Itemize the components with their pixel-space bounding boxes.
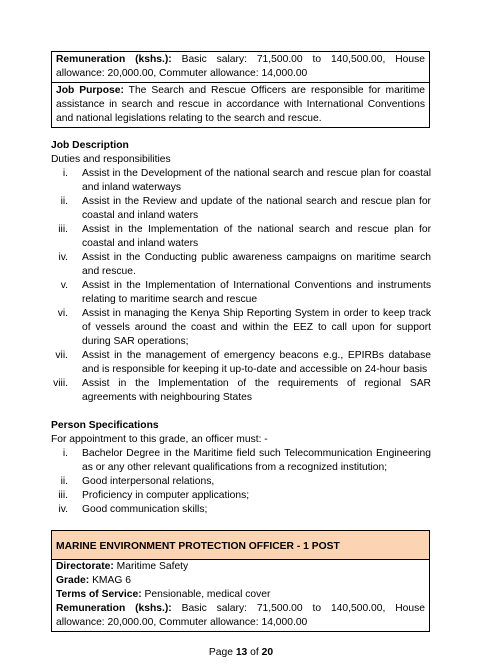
list-item-number: i. [62, 448, 68, 459]
job-description-list [51, 167, 431, 405]
post-remuneration-row [56, 602, 425, 630]
list-item-number: iv. [58, 252, 68, 263]
list-item [51, 475, 431, 489]
list-item-text: Bachelor Degree in the Maritime field such Telecommunication Engineering as or any other relevant qualifications from a recognized institution; [82, 448, 431, 473]
list-item-text: Assist in the Conducting public awareness campaigns on maritime search and rescue. [82, 252, 431, 277]
list-item-number: iii. [58, 224, 68, 235]
duties-intro: Duties and responsibilities [51, 154, 171, 165]
list-item [51, 489, 431, 503]
page-total: 20 [261, 647, 274, 658]
terms-value: Pensionable, medical cover [141, 589, 271, 600]
directorate-row [56, 560, 425, 574]
list-item-text: Good interpersonal relations, [82, 476, 215, 487]
job-description-heading: Job Description [51, 140, 129, 151]
list-item-text: Assist in managing the Kenya Ship Reporting System in order to keep track of vessels around the coast and within the EEZ to call upon for support during SAR operations; [82, 308, 431, 347]
job-purpose-text: The Search and Rescue Officers are responsible for maritime assistance in search and rescue in accordance with International Conventions and national legislations relating to the search and rescue. [56, 85, 426, 124]
terms-label: Terms of Service: [56, 589, 142, 600]
page-footer [0, 646, 482, 660]
list-item [51, 195, 431, 223]
list-item [51, 447, 431, 475]
list-item [51, 167, 431, 195]
page-current: 13 [235, 647, 248, 658]
terms-row [56, 588, 425, 602]
job-purpose-label: Job Purpose: [56, 85, 124, 96]
directorate-label: Directorate: [56, 561, 114, 572]
remuneration-label: Remuneration (kshs.): [56, 54, 172, 65]
list-item-text: Assist in the Development of the national search and rescue plan for coastal and inland waterways [82, 168, 431, 193]
list-item-number: i. [62, 168, 68, 179]
remuneration-text: Basic salary: 71,500.00 to 140,500.00, House allowance: 20,000.00, Commuter allowance: 14,000.00 [56, 54, 425, 79]
post-remuneration-label: Remuneration (kshs.): [56, 603, 172, 614]
list-item-text: Assist in the Implementation of the national search and rescue plan for coastal and inland waters [82, 224, 431, 249]
list-item-number: ii. [60, 196, 68, 207]
post-details-box [51, 530, 430, 632]
list-item-text: Good communication skills; [82, 504, 208, 515]
list-item [51, 377, 431, 405]
list-item-number: viii. [53, 378, 68, 389]
list-item [51, 223, 431, 251]
list-item-number: iii. [58, 490, 68, 501]
person-specs-intro: For appointment to this grade, an officer must: - [51, 434, 268, 445]
post-title: MARINE ENVIRONMENT PROTECTION OFFICER - 1 POST [52, 531, 429, 560]
list-item-text: Assist in the management of emergency beacons e.g., EPIRBs database and is responsible for keeping it up-to-date and accessible on 24-hour basis [82, 350, 431, 375]
remuneration-row [52, 52, 429, 82]
list-item-text: Assist in the Review and update of the national search and rescue plan for coastal and inland waters [82, 196, 431, 221]
list-item-text: Assist in the Implementation of International Conventions and instruments relating to maritime search and rescue [82, 280, 431, 305]
list-item [51, 503, 431, 517]
post-remuneration-text: Basic salary: 71,500.00 to 140,500.00, House allowance: 20,000.00, Commuter allowance: 14,000.00 [56, 603, 425, 628]
person-specifications-list [51, 447, 431, 517]
grade-label: Grade: [56, 575, 90, 586]
list-item-number: iv. [58, 504, 68, 515]
person-specifications-heading: Person Specifications [51, 420, 159, 431]
list-item-text: Proficiency in computer applications; [82, 490, 250, 501]
directorate-value: Maritime Safety [113, 561, 189, 572]
list-item-number: ii. [60, 476, 68, 487]
grade-row [56, 574, 425, 588]
list-item [51, 307, 431, 349]
list-item-number: vi. [57, 308, 68, 319]
list-item-number: v. [60, 280, 68, 291]
grade-value: KMAG 6 [89, 575, 131, 586]
list-item-number: vii. [55, 350, 68, 361]
page-prefix: Page [208, 647, 236, 658]
list-item-text: Assist in the Implementation of the requirements of regional SAR agreements with neighbouring States [82, 378, 431, 403]
list-item [51, 251, 431, 279]
job-purpose-row [52, 82, 429, 127]
list-item [51, 279, 431, 307]
page-mid: of [247, 647, 262, 658]
previous-post-details-box [51, 51, 430, 128]
list-item [51, 349, 431, 377]
